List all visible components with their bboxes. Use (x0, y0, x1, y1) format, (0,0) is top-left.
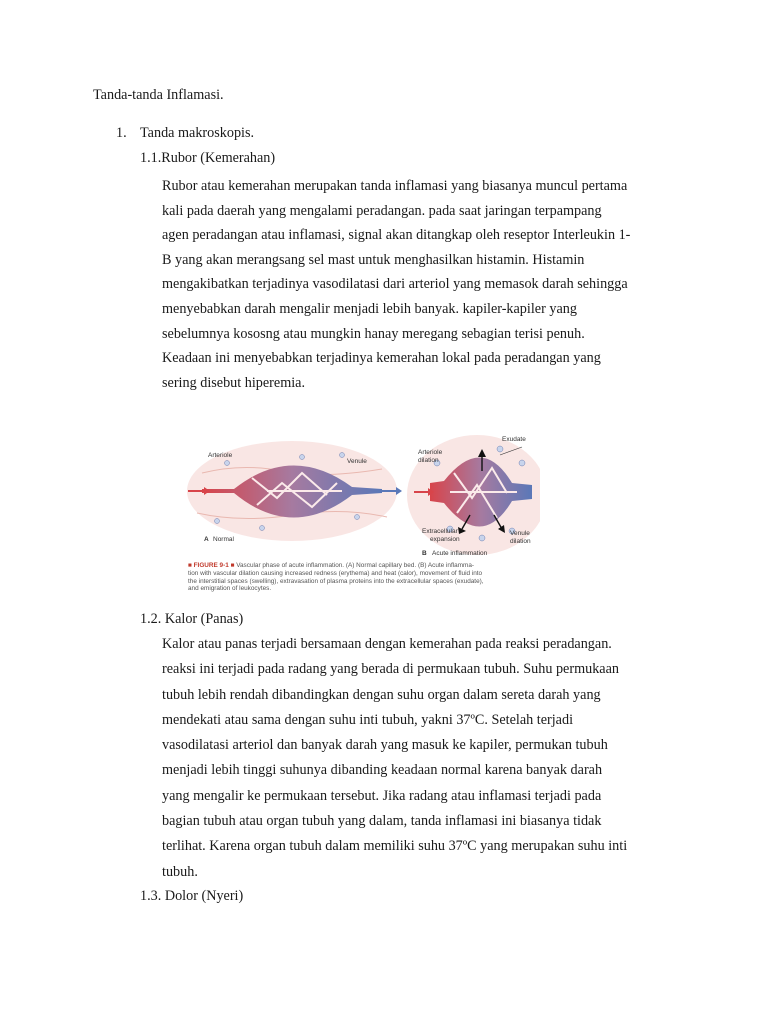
caption-line: Vascular phase of acute inflammation. (A) Normal capillary bed. (B) Acute inflamma- (234, 562, 475, 569)
paragraph-line: bagian tubuh atau organ tubuh yang dalam, tanda inflamasi ini biasanya tidak (162, 813, 602, 830)
caption-lead: ■ FIGURE 9-1 ■ (188, 562, 235, 569)
extracellular-label-line2: expansion (430, 536, 460, 543)
kalor-paragraph (162, 635, 682, 888)
subsection-heading-kalor: 1.2. Kalor (Panas) (140, 611, 244, 627)
vascular-figure (182, 433, 540, 605)
paragraph-line: terlihat. Karena organ tubuh dalam memiliki suhu 37ºC yang merupakan suhu inti (162, 838, 628, 855)
figure-caption (188, 562, 538, 593)
paragraph-line: tubuh lebih rendah dibandingkan dengan suhu organ dalam sereta darah yang (162, 686, 601, 703)
caption-line: and emigration of leukocytes. (188, 585, 272, 593)
arteriole-label: Arteriole (208, 452, 233, 459)
panel-b-label: Acute inflammation (432, 550, 488, 557)
panel-a-letter: A (204, 536, 209, 543)
subsection-heading-rubor: 1.1.Rubor (Kemerahan) (140, 150, 276, 166)
paragraph-line: Rubor atau kemerahan merupakan tanda inflamasi yang biasanya muncul pertama (162, 178, 628, 194)
capillary-illustration (182, 433, 540, 561)
venule-dilation-label-line2: dilation (510, 538, 531, 545)
paragraph-line: mendekati atau sama dengan suhu inti tubuh, yakni 37ºC. Setelah terjadi (162, 711, 574, 728)
paragraph-line: menyebabkan darah mengalir menjadi lebih banyak. kapiler-kapiler yang (162, 300, 577, 317)
extracellular-label-line1: Extracellular (422, 528, 458, 535)
panel-b-letter: B (422, 550, 427, 557)
caption-line: tion with vascular dilation causing increased redness (erythema) and heat (calor), movement of fluid into (188, 569, 483, 577)
document-title: Tanda-tanda Inflamasi. (93, 87, 224, 103)
exudate-label: Exudate (502, 436, 526, 443)
paragraph-line: sering disebut hiperemia. (162, 374, 306, 391)
paragraph-line: sebelumnya kososng atau mungkin hanay meregang sebagian terisi penuh. (162, 325, 585, 342)
paragraph-line: agen peradangan atau inflamasi, signal akan ditangkap oleh reseptor Interleukin 1- (162, 227, 631, 244)
paragraph-line: reaksi ini terjadi pada radang yang berada di permukaan tubuh. Suhu permukaan (162, 661, 619, 678)
section-heading: Tanda makroskopis. (140, 125, 255, 141)
venule-dilation-label-line1: Venule (510, 530, 530, 537)
arteriole-dilation-label-line1: Arteriole (418, 449, 443, 456)
paragraph-line: B yang akan merangsang sel mast untuk menghasilkan histamin. Histamin (162, 251, 585, 268)
venule-label: Venule (347, 458, 367, 465)
paragraph-line: kali pada daerah yang mengalami peradangan. pada saat jaringan terpampang (162, 202, 602, 219)
paragraph-line: Keadaan ini menyebabkan terjadinya kemerahan lokal pada peradangan yang (162, 350, 601, 367)
arteriole-dilation-label-line2: dilation (418, 457, 439, 464)
section-number: 1. (116, 125, 127, 141)
paragraph-line: Kalor atau panas terjadi bersamaan dengan kemerahan pada reaksi peradangan. (162, 636, 612, 652)
panel-a-label: Normal (213, 536, 234, 543)
paragraph-line: menjadi lebih tinggi suhunya dibanding keadaan normal karena banyak darah (162, 762, 603, 779)
paragraph-line: yang mengalir ke permukaan tersebut. Jika radang atau inflamasi terjadi pada (162, 787, 602, 804)
paragraph-line: tubuh. (162, 863, 198, 880)
caption-line: the interstitial spaces (swelling), extravasation of plasma proteins into the extracellular spaces (exudate), (188, 577, 484, 585)
paragraph-line: vasodilatasi arteriol dan banyak darah yang masuk ke kapiler, permukan tubuh (162, 737, 608, 754)
rubor-paragraph (162, 177, 682, 398)
paragraph-line: mengakibatkan terjadinya vasodilatasi dari arteriol yang memasok darah sehingga (162, 276, 628, 293)
subsection-heading-dolor: 1.3. Dolor (Nyeri) (140, 888, 244, 904)
